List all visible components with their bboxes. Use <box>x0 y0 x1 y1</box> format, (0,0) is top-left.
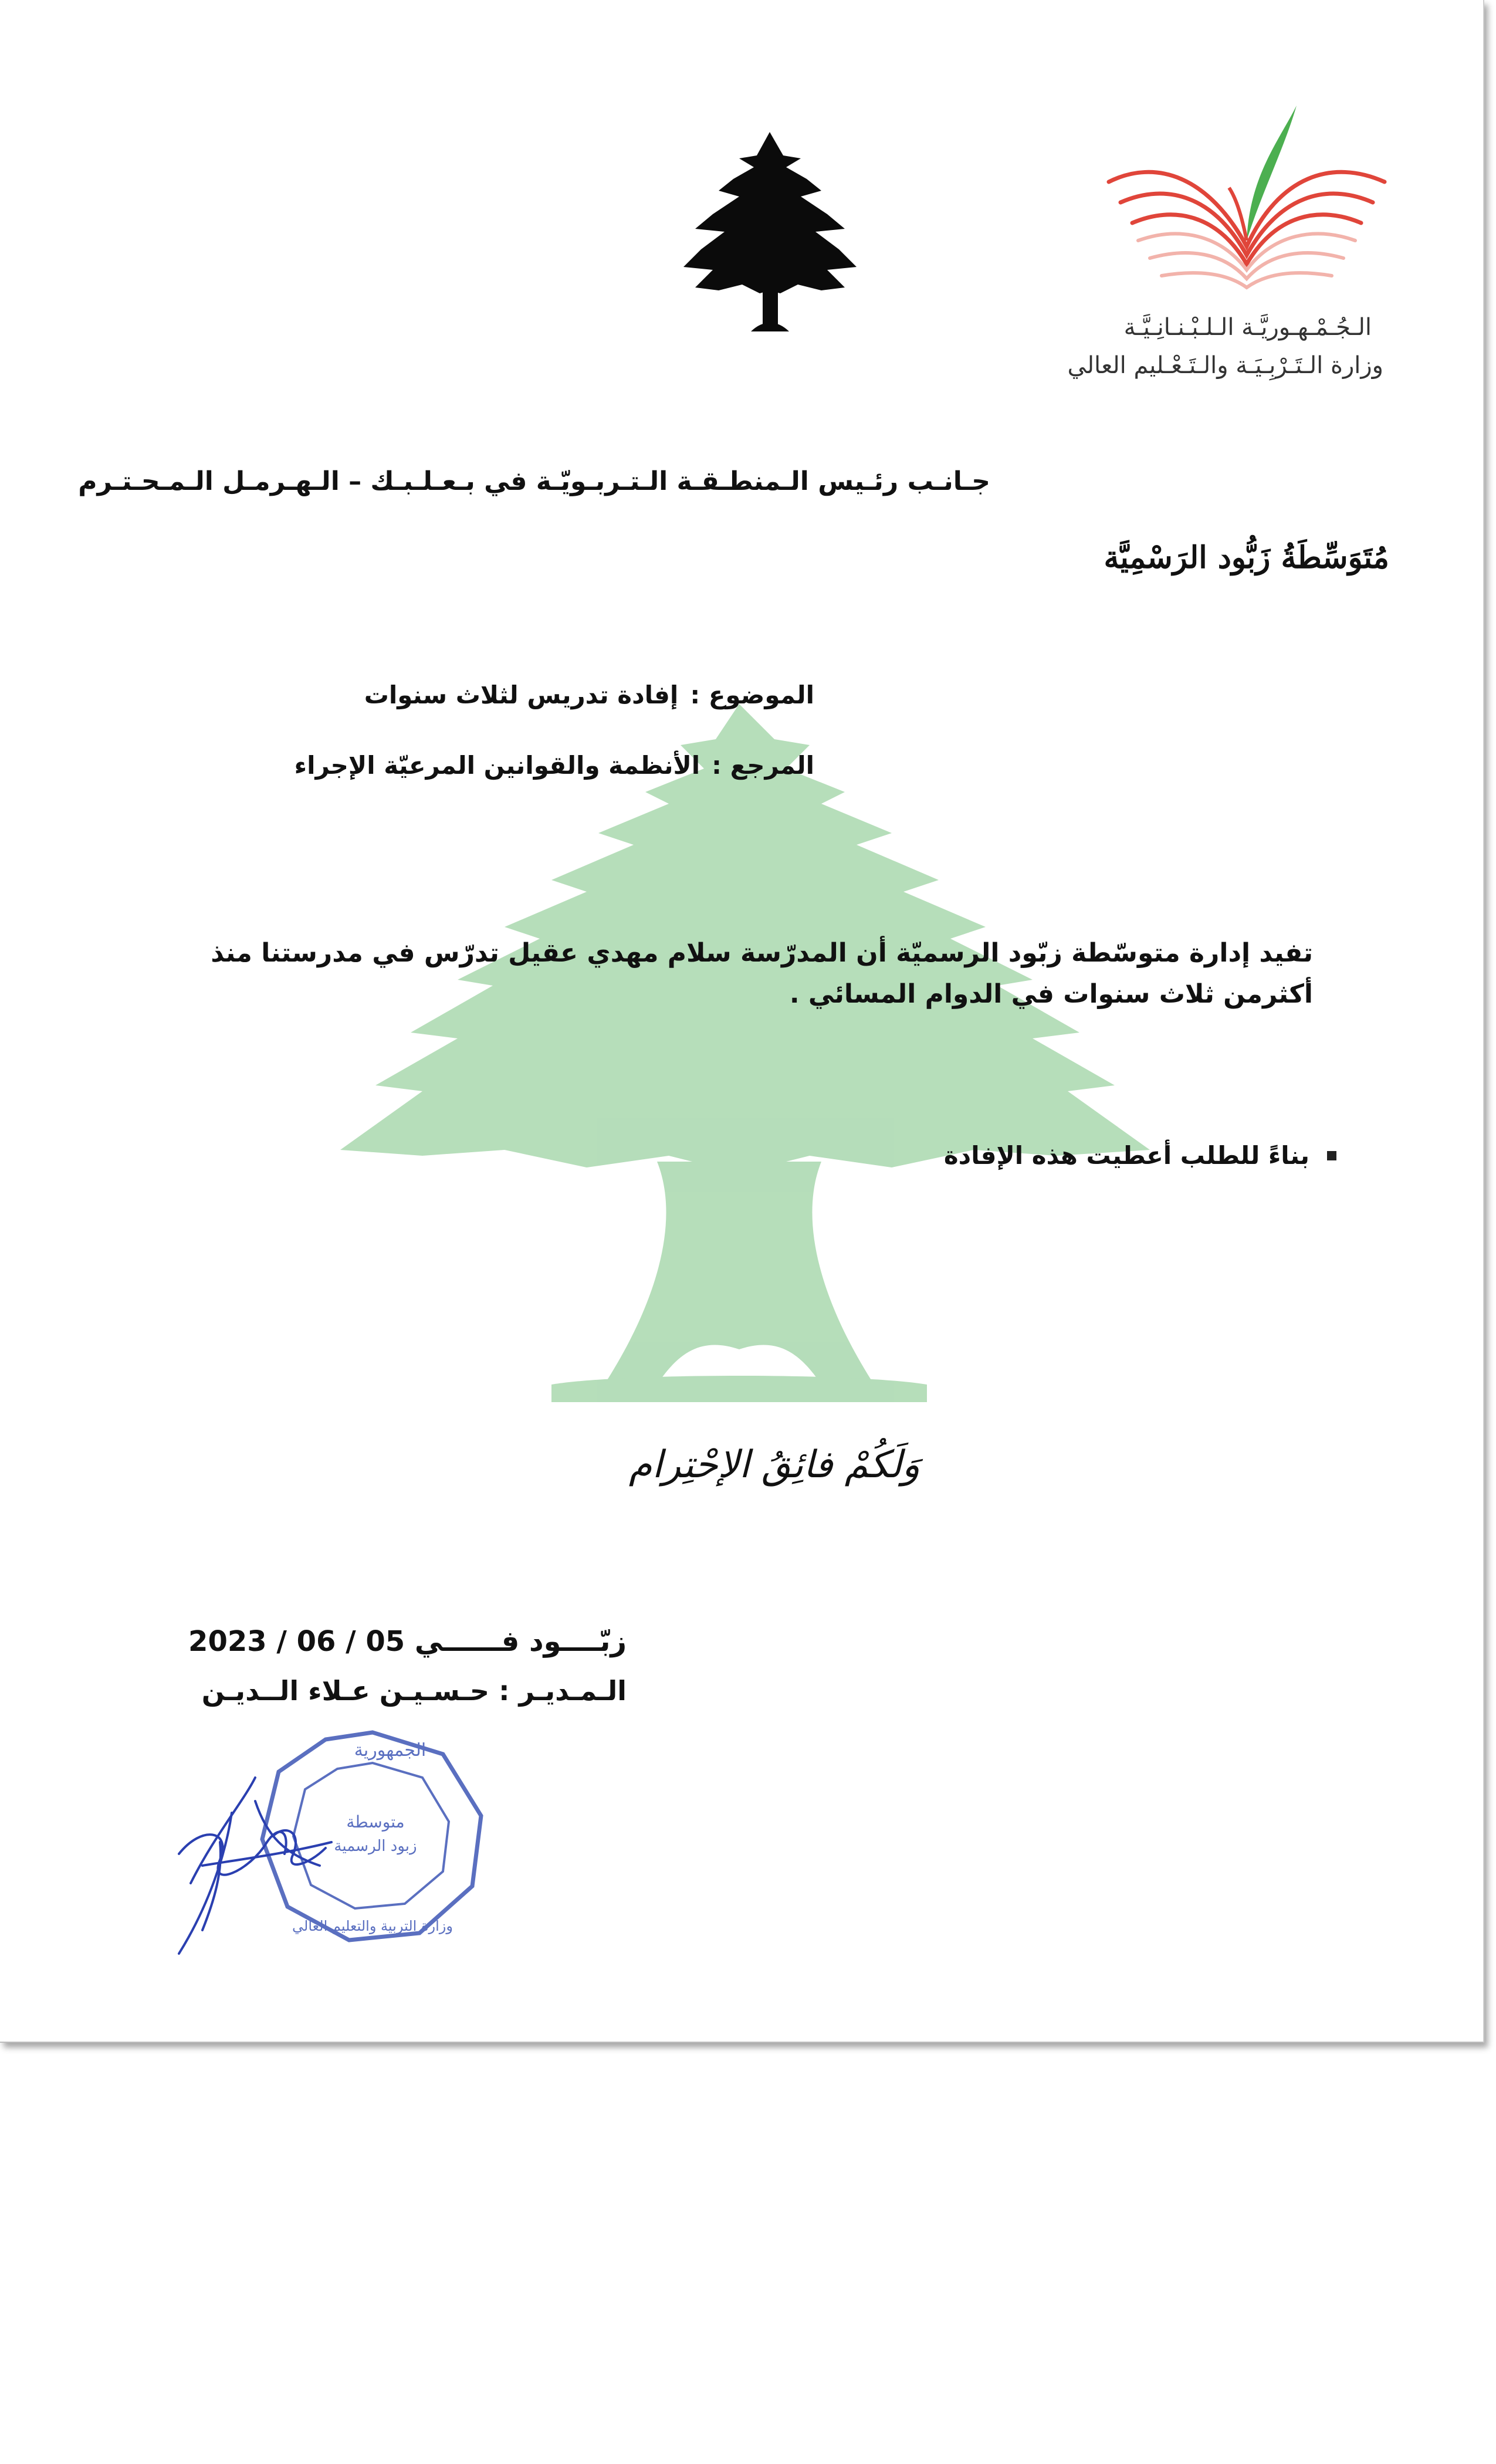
ministry-logo-icon <box>1103 94 1390 305</box>
republic-title: الـجُـمْـهـوريَّـة الـلـبْـنـانِـيَّـة <box>1123 314 1372 341</box>
addressee-line: جـانـب رئـيس الـمنطـقـة الـتـربـويّـة في بـعـلـبـك – الـهـرمـل الـمـحـتـرم <box>78 466 990 496</box>
bullet-item <box>515 1141 1336 1170</box>
reference-row <box>169 751 814 780</box>
director-line: الـمـديـر : حـسـيـن عـلاء الــديـن <box>201 1675 627 1707</box>
subject-label: الموضوع : <box>690 681 814 709</box>
closing-salutation: وَلَكُمْ فائِقُ الإحْتِرام <box>628 1443 920 1487</box>
body-line-1: تفيد إدارة متوسّطة زبّود الرسميّة أن المدرّسة سلام مهدي عقيل تدرّس في مدرستنا منذ <box>211 938 1313 968</box>
bullet-text: بناءً للطلب أعطيت هذه الإفادة <box>943 1141 1309 1170</box>
stamp-ring-top: الجمهورية <box>354 1740 427 1761</box>
cedar-watermark <box>329 704 1162 1443</box>
subject-value: إفادة تدريس لثلاث سنوات <box>364 681 679 709</box>
date-line: زبّــــود فــــــي 05 / 06 / 2023 <box>188 1625 627 1658</box>
signature <box>167 1766 343 1959</box>
school-name: مُتَوَسِّطَةُ زَبُّود الرَسْمِيَّة <box>1104 540 1389 576</box>
cedar-tree-icon <box>681 132 859 343</box>
bullet-square-icon <box>1327 1151 1336 1160</box>
stamp-center-line-1: متوسطة <box>346 1812 405 1832</box>
stamp-ring-bottom: وزارة التربية والتعليم العالي <box>292 1918 453 1934</box>
ministry-title: وزارة الـتَـرْبِـيَـة والـتَـعْـليم العالي <box>1067 352 1383 379</box>
reference-value: الأنظمة والقوانين المرعيّة الإجراء <box>294 751 700 780</box>
letter-body <box>151 933 1313 1015</box>
reference-label: المرجع : <box>712 751 814 780</box>
body-line-2: أكثرمن ثلاث سنوات في الدوام المسائي . <box>789 979 1313 1009</box>
stamp-center-line-2: زبود الرسمية <box>334 1837 417 1855</box>
subject-row <box>169 681 814 709</box>
